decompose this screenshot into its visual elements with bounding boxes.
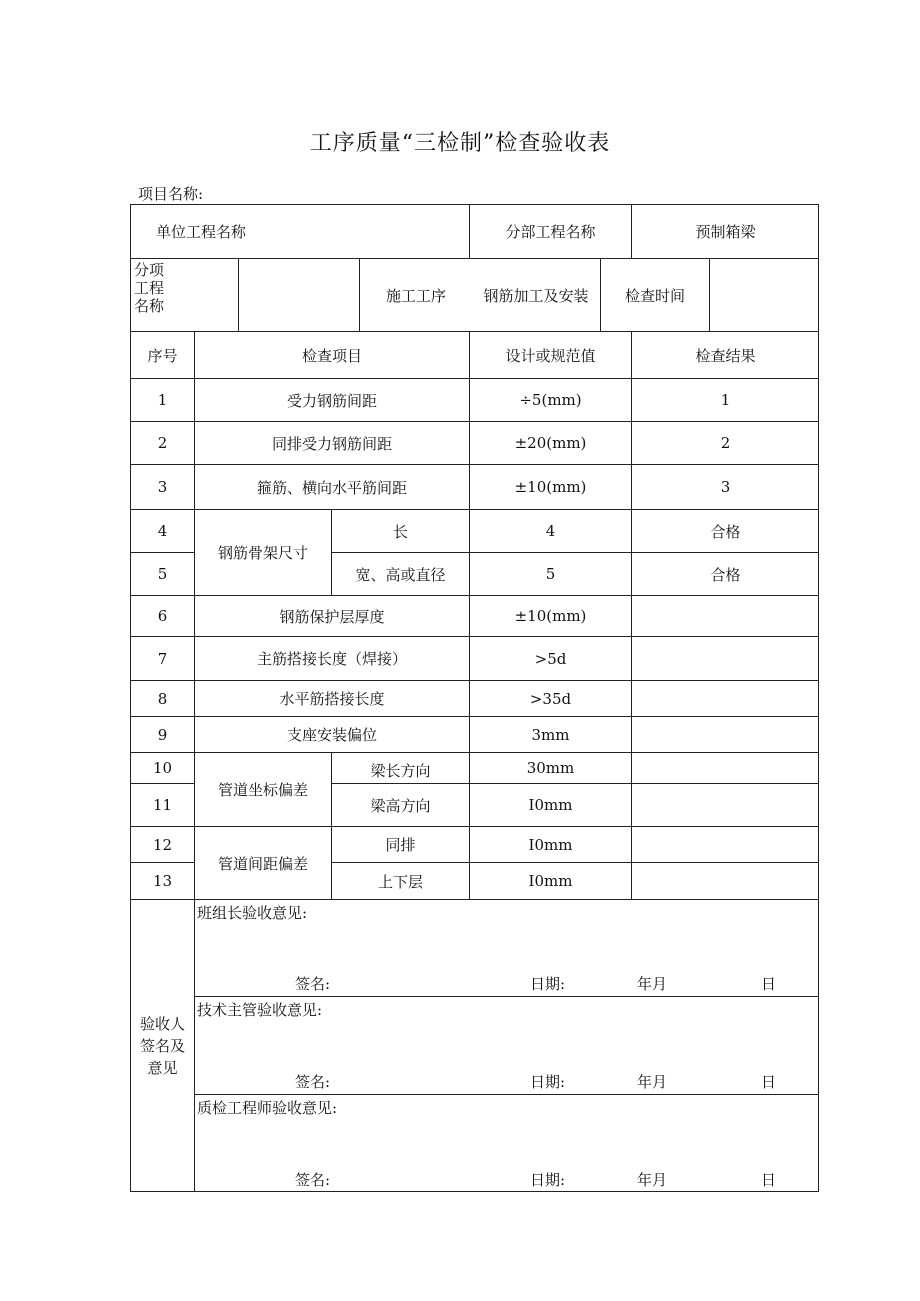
division-project-label: 分部工程名称 [470, 205, 632, 259]
row-2-spec: ±20(mm) [470, 422, 632, 465]
sign-label: 签名: [295, 975, 331, 993]
row-9-spec: 3mm [470, 717, 632, 753]
col-header-item: 检查项目 [195, 332, 470, 379]
day-label: 日 [761, 975, 777, 993]
row-8-item: 水平筋搭接长度 [195, 681, 470, 717]
day-label: 日 [761, 1073, 777, 1091]
sign-label: 签名: [295, 1171, 331, 1189]
row-2-result: 2 [632, 422, 819, 465]
col-header-result: 检查结果 [632, 332, 819, 379]
project-name-label: 项目名称: [138, 185, 204, 203]
tech-supervisor-opinion-label: 技术主管验收意见: [197, 1001, 323, 1019]
row-8-result [632, 681, 819, 717]
sub-project-label: 分项 工程 名称 [131, 259, 239, 332]
inspection-time-label: 检查时间 [601, 259, 710, 332]
row-13-spec: I0mm [470, 863, 632, 900]
process-value: 钢筋加工及安装 [472, 259, 601, 332]
year-month-label: 年月 [637, 1171, 668, 1189]
row-9-no: 9 [131, 717, 195, 753]
row-11-item: 梁高方向 [332, 784, 470, 827]
row-11-spec: I0mm [470, 784, 632, 827]
sub-project-value [239, 259, 360, 332]
acceptance-label: 验收人 签名及 意见 [131, 900, 195, 1192]
row-9-item: 支座安装偏位 [195, 717, 470, 753]
year-month-label: 年月 [637, 975, 668, 993]
row-4-item: 长 [332, 510, 470, 553]
row-13-item: 上下层 [332, 863, 470, 900]
group-pipe-coord: 管道坐标偏差 [195, 753, 332, 827]
year-month-label: 年月 [637, 1073, 668, 1091]
row-7-item: 主筋搭接长度（焊接） [195, 637, 470, 681]
col-header-spec: 设计或规范值 [470, 332, 632, 379]
unit-project-label: 单位工程名称 [131, 205, 470, 259]
row-9-result [632, 717, 819, 753]
row-13-no: 13 [131, 863, 195, 900]
row-7-result [632, 637, 819, 681]
group-pipe-gap: 管道间距偏差 [195, 827, 332, 900]
quality-engineer-opinion [195, 1095, 819, 1192]
inspection-table [130, 204, 819, 1192]
row-6-spec: ±10(mm) [470, 596, 632, 637]
row-10-spec: 30mm [470, 753, 632, 784]
row-5-no: 5 [131, 553, 195, 596]
row-13-result [632, 863, 819, 900]
row-8-no: 8 [131, 681, 195, 717]
date-label: 日期: [530, 1073, 566, 1091]
row-7-no: 7 [131, 637, 195, 681]
row-5-spec: 5 [470, 553, 632, 596]
row-12-no: 12 [131, 827, 195, 863]
row-3-spec: ±10(mm) [470, 465, 632, 510]
row-7-spec: >5d [470, 637, 632, 681]
row-3-result: 3 [632, 465, 819, 510]
row-1-result: 1 [632, 379, 819, 422]
row-11-result [632, 784, 819, 827]
row-12-result [632, 827, 819, 863]
row-3-item: 箍筋、横向水平筋间距 [195, 465, 470, 510]
row-1-item: 受力钢筋间距 [195, 379, 470, 422]
row-4-no: 4 [131, 510, 195, 553]
row-4-result: 合格 [632, 510, 819, 553]
row-11-no: 11 [131, 784, 195, 827]
division-project-value: 预制箱梁 [632, 205, 819, 259]
group-frame-size: 钢筋骨架尺寸 [195, 510, 332, 596]
quality-engineer-opinion-label: 质检工程师验收意见: [197, 1099, 338, 1117]
day-label: 日 [761, 1171, 777, 1189]
team-leader-opinion-label: 班组长验收意见: [197, 904, 308, 922]
row-5-result: 合格 [632, 553, 819, 596]
row-1-no: 1 [131, 379, 195, 422]
row-12-spec: I0mm [470, 827, 632, 863]
inspection-time-value [710, 259, 819, 332]
row-12-item: 同排 [332, 827, 470, 863]
process-label: 施工工序 [360, 259, 472, 332]
row-5-item: 宽、高或直径 [332, 553, 470, 596]
row-2-no: 2 [131, 422, 195, 465]
date-label: 日期: [530, 975, 566, 993]
tech-supervisor-opinion [195, 997, 819, 1095]
row-8-spec: >35d [470, 681, 632, 717]
sign-label: 签名: [295, 1073, 331, 1091]
row-2-item: 同排受力钢筋间距 [195, 422, 470, 465]
team-leader-opinion [195, 900, 819, 997]
row-6-result [632, 596, 819, 637]
row-4-spec: 4 [470, 510, 632, 553]
row-1-spec: ÷5(mm) [470, 379, 632, 422]
row-10-no: 10 [131, 753, 195, 784]
row-10-result [632, 753, 819, 784]
row-10-item: 梁长方向 [332, 753, 470, 784]
row-6-no: 6 [131, 596, 195, 637]
form-title: 工序质量“三检制”检查验收表 [309, 131, 611, 156]
row-6-item: 钢筋保护层厚度 [195, 596, 470, 637]
row-3-no: 3 [131, 465, 195, 510]
col-header-no: 序号 [131, 332, 195, 379]
date-label: 日期: [530, 1171, 566, 1189]
